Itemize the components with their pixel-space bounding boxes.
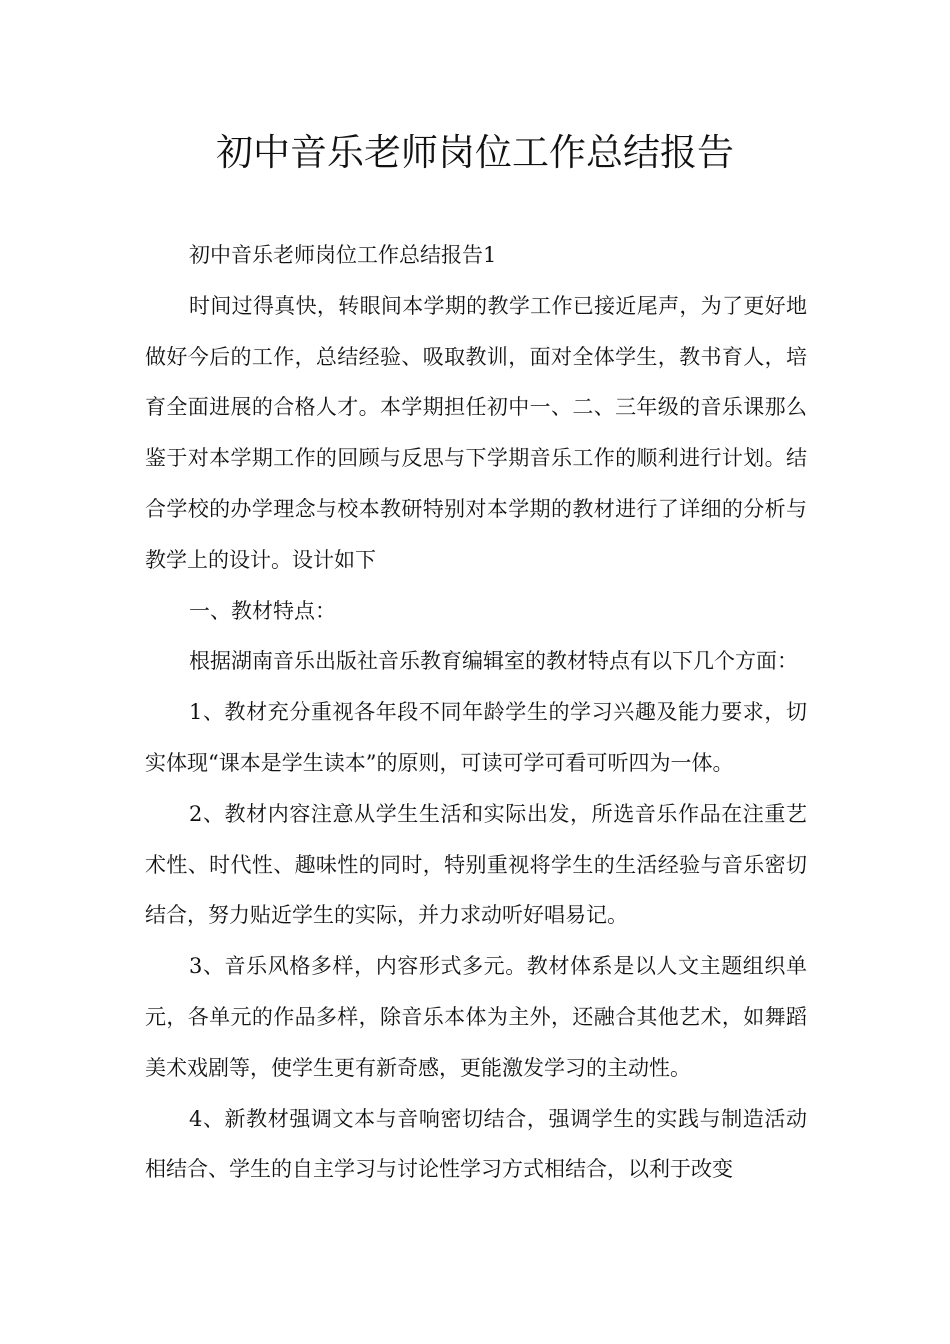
section-heading-textbook-features: 一、教材特点： (189, 598, 336, 623)
document-title: 初中音乐老师岗位工作总结报告 (216, 131, 734, 174)
document-body (145, 230, 807, 1195)
paragraph-heading-1: 初中音乐老师岗位工作总结报告1 (189, 243, 497, 267)
paragraph-item-1: 1、教材充分重视各年段不同年龄学生的学习兴趣及能力要求，切实体现“课本是学生读本”的原则，可读可学可看可听四为一体。 (145, 700, 807, 775)
paragraph-item-4: 4、新教材强调文本与音响密切结合，强调学生的实践与制造活动相结合、学生的自主学习与讨论性学习方式相结合，以利于改变 (145, 1106, 807, 1182)
paragraph-intro: 时间过得真快，转眼间本学期的教学工作已接近尾声，为了更好地做好今后的工作，总结经验、吸取教训，面对全体学生，教书育人，培育全面进展的合格人才。本学期担任初中一、二、三年级的音乐课那么鉴于对本学期工作的回顾与反思与下学期音乐工作的顺利进行计划。结合学校的办学理念与校本教研特别对本学期的教材进行了详细的分析与教学上的设计。设计如下 (145, 293, 807, 572)
paragraph-item-2: 2、教材内容注意从学生生活和实际出发，所选音乐作品在注重艺术性、时代性、趣味性的同时，特别重视将学生的生活经验与音乐密切结合，努力贴近学生的实际，并力求动听好唱易记。 (145, 801, 807, 928)
paragraph-item-3: 3、音乐风格多样，内容形式多元。教材体系是以人文主题组织单元，各单元的作品多样，除音乐本体为主外，还融合其他艺术，如舞蹈美术戏剧等，使学生更有新奇感，更能激发学习的主动性。 (145, 954, 807, 1080)
paragraph-textbook-source: 根据湖南音乐出版社音乐教育编辑室的教材特点有以下几个方面： (189, 649, 798, 674)
